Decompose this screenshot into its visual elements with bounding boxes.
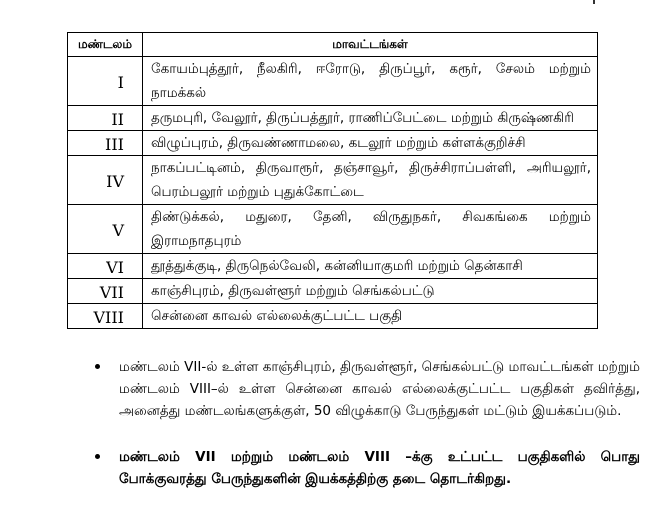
zone-districts: கோயம்புத்தூர், நீலகிரி, ஈரோடு, திருப்பூர், கரூர், சேலம் மற்றும் நாமக்கல்	[143, 57, 598, 106]
bullet-icon	[95, 454, 100, 459]
table-row	[68, 57, 598, 106]
table-row	[68, 254, 598, 279]
zone-number: VII	[68, 279, 143, 304]
table-row	[68, 205, 598, 254]
zone-number: I	[68, 57, 143, 106]
zone-districts: திண்டுக்கல், மதுரை, தேனி, விருதுநகர், சிவகங்கை மற்றும் இராமநாதபுரம்	[143, 205, 598, 254]
zone-districts: விழுப்புரம், திருவண்ணாமலை, கடலூர் மற்றும் கள்ளக்குறிச்சி	[143, 131, 598, 156]
zone-districts: தூத்துக்குடி, திருநெல்வேலி, கன்னியாகுமரி மற்றும் தென்காசி	[143, 254, 598, 279]
table-header-row	[68, 33, 598, 57]
zone-number: IV	[68, 156, 143, 205]
header-districts: மாவட்டங்கள்	[143, 33, 598, 57]
zones-table	[67, 32, 598, 329]
table-row	[68, 131, 598, 156]
note-item	[95, 356, 640, 422]
table-row	[68, 279, 598, 304]
page-edge-mark	[593, 0, 595, 4]
zone-districts: காஞ்சிபுரம், திருவள்ளூர் மற்றும் செங்கல்பட்டு	[143, 279, 598, 304]
note-text: மண்டலம் VII-ல் உள்ள காஞ்சிபுரம், திருவள்ளூர், செங்கல்பட்டு மாவட்டங்கள் மற்றும் மண்டலம் VIII–ல் உள்ள சென்னை காவல் எல்லைக்குட்பட்ட பகுதிகள் தவிர்த்து, அனைத்து மண்டலங்களுக்குள், 50 விழுக்காடு பேருந்துகள் மட்டும் இயக்கப்படும்.	[119, 359, 640, 419]
zone-number: VI	[68, 254, 143, 279]
bullet-icon	[95, 364, 100, 369]
zone-number: VIII	[68, 304, 143, 329]
table-row	[68, 106, 598, 131]
zone-number: III	[68, 131, 143, 156]
note-item	[95, 446, 640, 490]
zone-districts: நாகப்பட்டினம், திருவாரூர், தஞ்சாவூர், திருச்சிராப்பள்ளி, அரியலூர், பெரம்பலூர் மற்றும் புதுக்கோட்டை	[143, 156, 598, 205]
header-zone: மண்டலம்	[68, 33, 143, 57]
notes-list	[95, 356, 640, 514]
zone-number: V	[68, 205, 143, 254]
table-row	[68, 304, 598, 329]
note-text: மண்டலம் VII மற்றும் மண்டலம் VIII –க்கு உட்பட்ட பகுதிகளில் பொது போக்குவரத்து பேருந்துகளின் இயக்கத்திற்கு தடை தொடர்கிறது.	[119, 449, 640, 487]
zone-number: II	[68, 106, 143, 131]
zone-districts: தருமபுரி, வேலூர், திருப்பத்தூர், ராணிப்பேட்டை மற்றும் கிருஷ்ணகிரி	[143, 106, 598, 131]
zone-districts: சென்னை காவல் எல்லைக்குட்பட்ட பகுதி	[143, 304, 598, 329]
table-row	[68, 156, 598, 205]
